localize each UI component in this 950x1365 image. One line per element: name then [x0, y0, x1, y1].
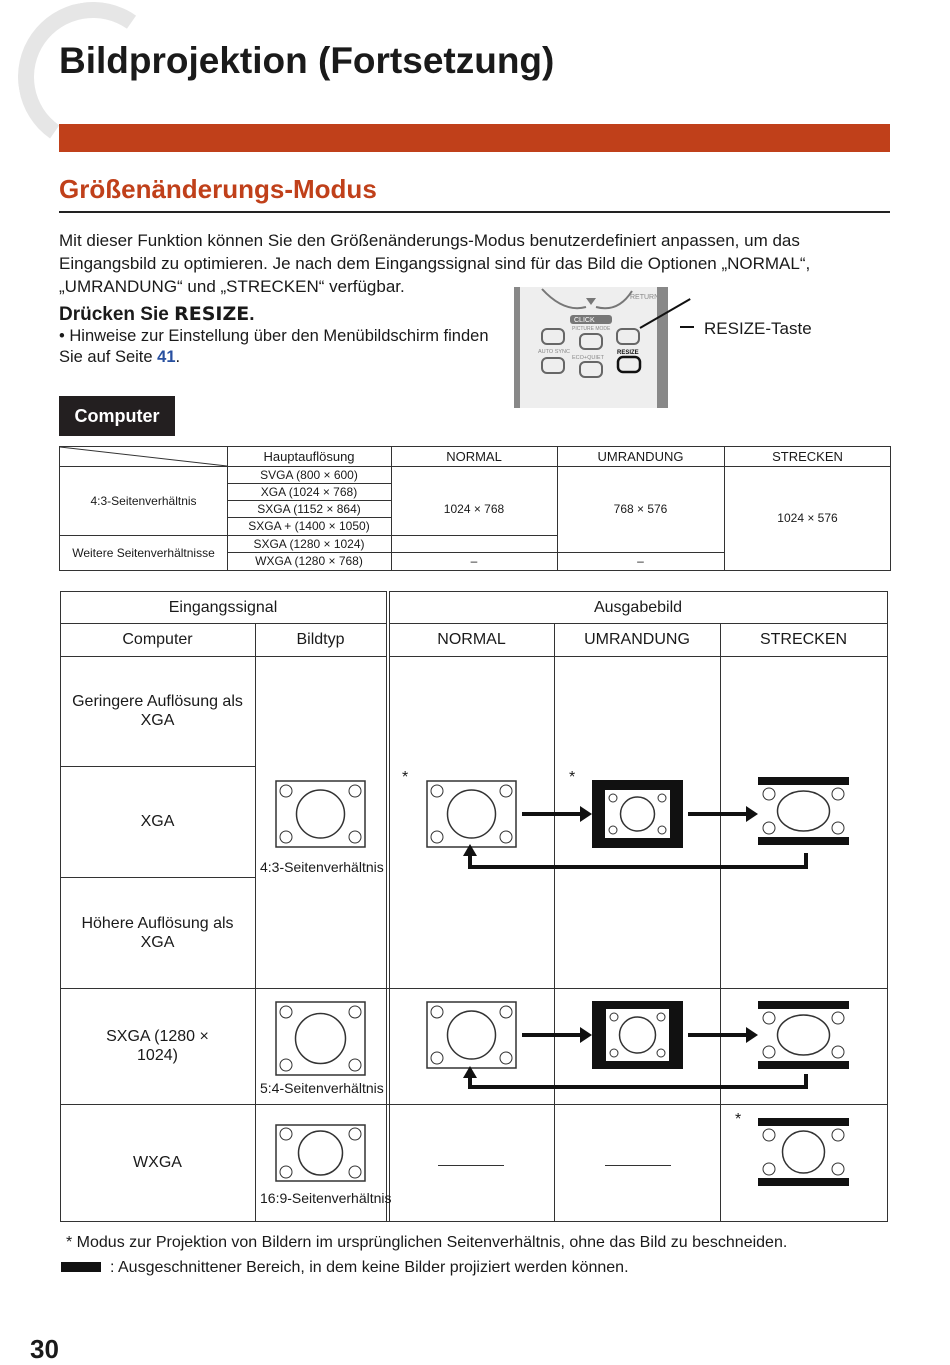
header-strecken: STRECKEN	[759, 631, 848, 648]
output-strecken-4-3	[758, 777, 849, 845]
res-wxga: WXGA (1280 × 768)	[255, 554, 363, 568]
header-bar	[59, 124, 890, 152]
input-image-16-9	[275, 1124, 366, 1182]
output-strecken-16-9	[758, 1118, 849, 1186]
normal-other-value: –	[470, 554, 478, 568]
output-strecken-5-4	[758, 1001, 849, 1069]
resolution-table	[59, 446, 891, 571]
row-group-43: 4:3-Seitenverhältnis	[90, 493, 197, 508]
row-group-other: Weitere Seitenverhältnisse	[72, 545, 215, 560]
output-normal-5-4	[426, 1001, 517, 1069]
header-input-signal: Eingangssignal	[168, 598, 278, 616]
header-umrandung: UMRANDUNG	[584, 631, 690, 648]
res-sxga-1152: SXGA (1152 × 864)	[257, 501, 361, 516]
return-arrow-1	[463, 844, 477, 856]
header-image-type: Bildtyp	[296, 631, 345, 648]
output-umrandung-5-4	[592, 1001, 683, 1069]
callout-line-horizontal	[680, 326, 694, 328]
arrow-to-umrandung	[522, 812, 582, 816]
section-divider	[59, 211, 890, 213]
row-higher-than-xga: Höhere Auflösung als XGA	[81, 914, 234, 951]
intro-paragraph: Mit dieser Funktion können Sie den Größenänderungs-Modus benutzerdefiniert anpassen, um das Eingangsbild zu optimieren. Je nach dem Eingangssignal sind für das Bild die Optionen „NORMAL“, „UMRANDUNG“ und „STRECKEN“ verfügbar.	[59, 231, 811, 296]
eco-label: ECO+QUIET	[572, 355, 604, 361]
page-link[interactable]: 41	[157, 348, 176, 366]
return-path-1	[468, 853, 808, 869]
caption-5-4: 5:4-Seitenverhältnis	[260, 1080, 384, 1096]
page-title: Bildprojektion (Fortsetzung)	[59, 40, 555, 81]
asterisk-normal: *	[402, 769, 409, 786]
auto-sync-label: AUTO SYNC	[538, 349, 570, 355]
header-normal: NORMAL	[437, 631, 506, 648]
header-main-resolution: Hauptauflösung	[263, 449, 355, 464]
resize-callout-label: RESIZE-Taste	[704, 319, 812, 338]
asterisk-strecken: *	[735, 1111, 742, 1128]
header-computer: Computer	[122, 631, 193, 648]
resize-mode-table	[60, 591, 888, 1223]
diagonal-header	[60, 447, 228, 467]
caption-16-9: 16:9-Seitenverhältnis	[260, 1190, 392, 1206]
res-xga: XGA (1024 × 768)	[260, 484, 358, 499]
header-strecken: STRECKEN	[772, 449, 843, 464]
output-umrandung-4-3	[592, 780, 683, 848]
menu-hint: • Hinweise zur Einstellung über den Menübildschirm finden Sie auf Seite 41.	[59, 327, 489, 366]
picture-mode-label: PICTURE MODE	[572, 326, 611, 332]
normal-not-available	[438, 1165, 504, 1166]
row-lower-than-xga: Geringere Auflösung als XGA	[72, 693, 243, 729]
return-arrow-2	[463, 1066, 477, 1078]
section-heading: Größenänderungs-Modus	[59, 174, 377, 204]
input-image-4-3	[275, 780, 366, 848]
umrandung-not-available	[605, 1165, 671, 1166]
output-normal-4-3	[426, 780, 517, 848]
arrow-to-strecken-2	[688, 1033, 748, 1037]
cutoff-area-swatch	[61, 1262, 101, 1272]
res-svga: SVGA (800 × 600)	[260, 467, 358, 482]
asterisk-umrandung: *	[569, 769, 576, 786]
row-wxga: WXGA	[133, 1154, 182, 1171]
arrow-to-umrandung-2	[522, 1033, 582, 1037]
remote-control-illustration	[514, 287, 668, 408]
res-sxga-plus: SXGA + (1400 × 1050)	[248, 519, 370, 533]
computer-tab: Computer	[59, 396, 175, 436]
resize-key: RESIZE	[174, 303, 250, 325]
footnote: * Modus zur Projektion von Bildern im ursprünglichen Seitenverhältnis, ohne das Bild zu beschneiden.	[66, 1234, 788, 1251]
input-image-5-4	[275, 1001, 366, 1076]
res-sxga-1280: SXGA (1280 × 1024)	[253, 536, 365, 551]
caption-4-3: 4:3-Seitenverhältnis	[260, 859, 384, 875]
header-normal: NORMAL	[446, 449, 502, 464]
page-number: 30	[30, 1334, 59, 1364]
header-umrandung: UMRANDUNG	[597, 449, 684, 464]
press-instruction: Drücken Sie RESIZE.	[59, 303, 255, 325]
header-output-image: Ausgabebild	[593, 598, 683, 616]
return-label: RETURN	[630, 294, 660, 301]
row-xga: XGA	[140, 813, 175, 830]
return-path-2	[468, 1074, 808, 1089]
strecken-value: 1024 × 576	[777, 511, 838, 525]
click-label: CLICK	[574, 317, 595, 324]
umrandung-other-value: –	[637, 554, 644, 568]
arrow-to-strecken	[688, 812, 748, 816]
legend-text: : Ausgeschnittener Bereich, in dem keine Bilder projiziert werden können.	[110, 1259, 629, 1276]
resize-button-label: RESIZE	[617, 350, 639, 356]
row-sxga: SXGA (1280 × 1024)	[106, 1028, 209, 1064]
normal-43-value: 1024 × 768	[443, 502, 505, 516]
umrandung-43-value: 768 × 576	[613, 502, 668, 516]
